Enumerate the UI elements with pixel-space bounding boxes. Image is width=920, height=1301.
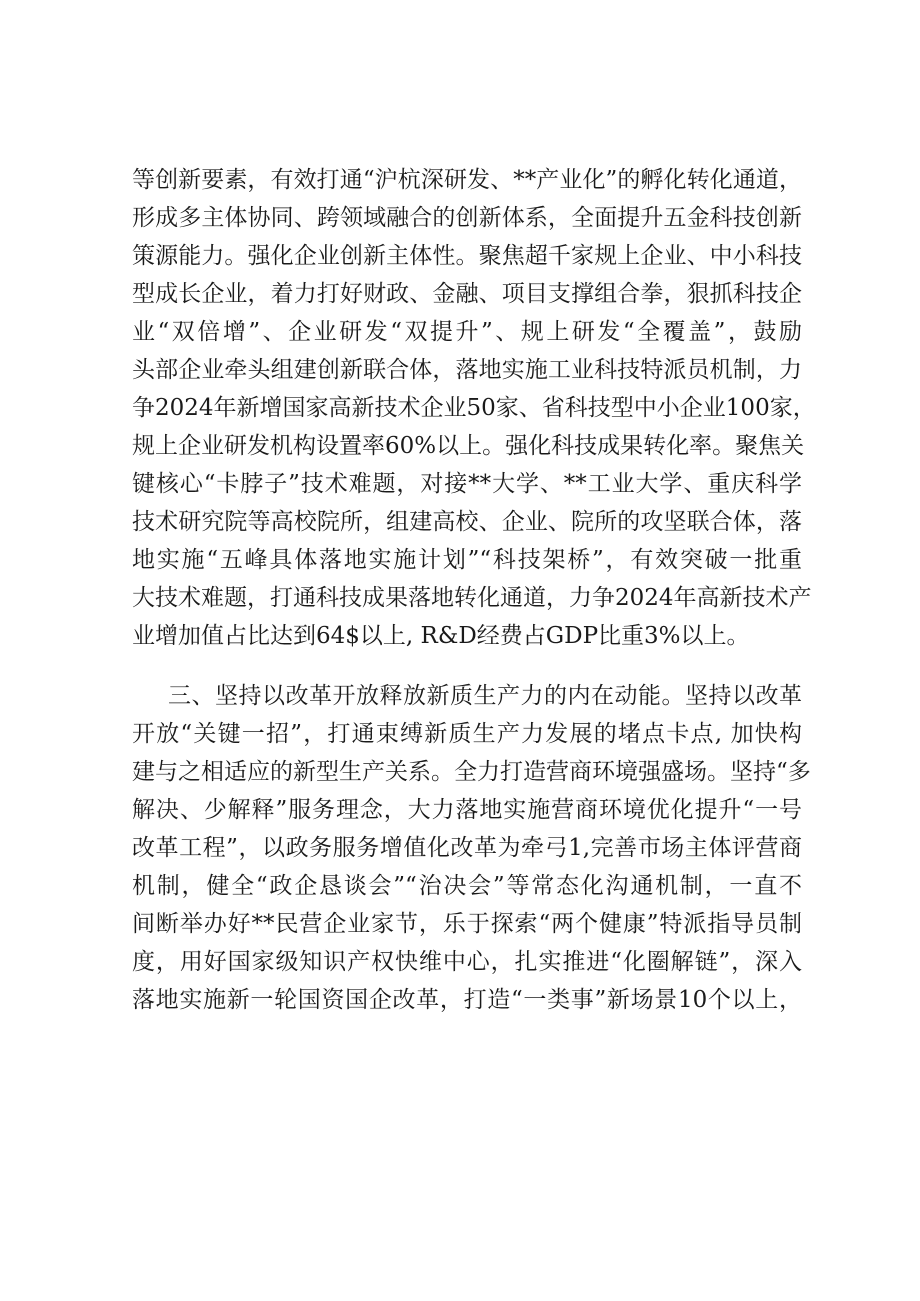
text-line: 型成长企业，着力打好财政、金融、项目支撑组合拳，狠抓科技企 (132, 281, 802, 307)
text-line: 开放“关键一招”，打通束缚新质生产力发展的堵点卡点, 加快构 (132, 721, 802, 747)
text-line: 头部企业牵头组建创新联合体，落地实施工业科技特派员机制，力 (132, 357, 802, 383)
text-line: 改革工程”，以政务服务增值化改革为牵弓1,完善市场主体评营商 (132, 835, 802, 861)
text-line: 机制，健全“政企恳谈会”“治决会”等常态化沟通机制，一直不 (132, 873, 802, 899)
text-line: 业增加值占比达到64$以上, R&D经费占GDP比重3%以上。 (132, 623, 750, 649)
text-line: 策源能力。强化企业创新主体性。聚焦超千家规上企业、中小科技 (132, 243, 802, 269)
text-line: 间断举办好**民营企业家节，乐于探索“两个健康”特派指导员制 (132, 911, 802, 937)
text-line: 争2024年新增国家高新技术企业50家、省科技型中小企业100家， (132, 395, 816, 421)
text-line: 地实施“五峰具体落地实施计划”“科技架桥”，有效突破一批重 (132, 547, 802, 573)
text-line: 度，用好国家级知识产权快维中心，扎实推进“化圈解链”，深入 (132, 949, 802, 975)
text-line: 键核心“卡脖子”技术难题，对接**大学、**工业大学、重庆科学 (132, 471, 802, 497)
text-line: 形成多主体协同、跨领域融合的创新体系，全面提升五金科技创新 (132, 205, 802, 231)
paragraph-spacer (132, 655, 802, 677)
paragraph-innovation (132, 161, 816, 655)
text-line: 三、坚持以改革开放释放新质生产力的内在动能。坚持以改革 (168, 683, 802, 709)
text-line: 建与之相适应的新型生产关系。全力打造营商环境强盛场。坚持“多 (132, 759, 811, 785)
text-line: 业“双倍增”、企业研发“双提升”、规上研发“全覆盖”，鼓励 (132, 319, 802, 345)
paragraph-reform (132, 677, 811, 1019)
text-line: 等创新要素，有效打通“沪杭深研发、**产业化”的孵化转化通道， (132, 167, 802, 193)
document-body (132, 161, 816, 1019)
text-line: 大技术难题，打通科技成果落地转化通道，力争2024年高新技术产 (132, 585, 812, 611)
text-line: 落地实施新一轮国资国企改革，打造“一类事”新场景10个以上， (132, 987, 802, 1013)
text-line: 解决、少解释”服务理念，大力落地实施营商环境优化提升“一号 (132, 797, 802, 823)
text-line: 技术研究院等高校院所，组建高校、企业、院所的攻坚联合体，落 (132, 509, 802, 535)
text-line: 规上企业研发机构设置率60%以上。强化科技成果转化率。聚焦关 (132, 433, 805, 459)
